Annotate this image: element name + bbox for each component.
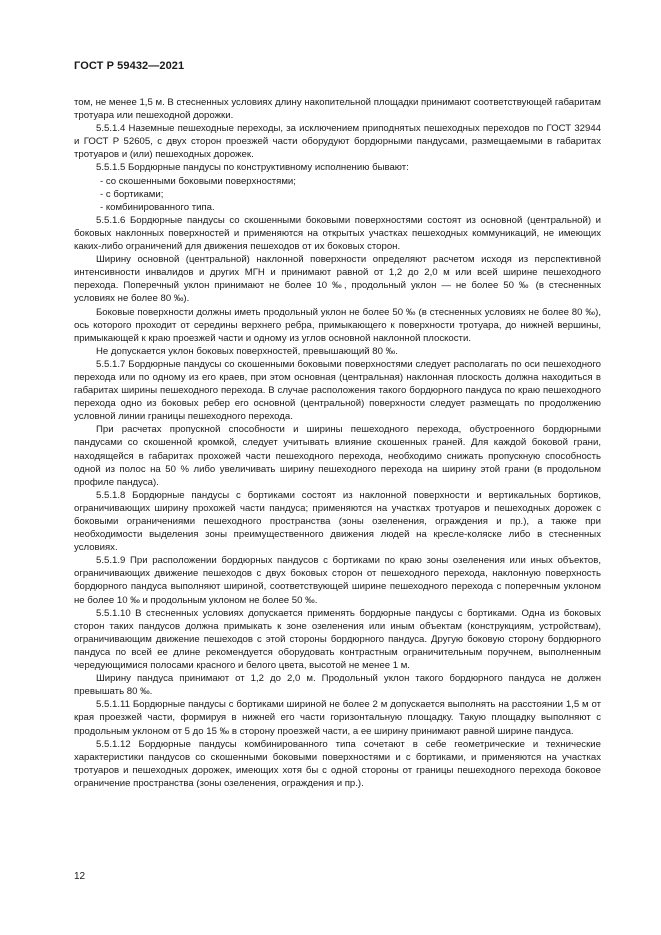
paragraph-5-5-1-6: 5.5.1.6 Бордюрные пандусы со скошенными боковыми поверхностями состоят из основной (центральной) и боковых наклонных поверхностей и применяются на открытых участках пешеходных коммуникаций, не имеющих каких-либо ограничений для движения пешеходов от их боковых сторон. <box>74 214 601 253</box>
paragraph: Не допускается уклон боковых поверхностей, превышающий 80 ‰. <box>96 345 398 357</box>
paragraph-5-5-1-11: 5.5.1.11 Бордюрные пандусы с бортиками шириной не более 2 м допускается выполнять на расстоянии 1,5 м от края проезжей части, формируя в нижней его части горизонтальную площадку. Такую площадку выполняют с продольным уклоном от 5 до 15 ‰ в сторону проезжей части, а ее ширину принимают равной ширине пандуса. <box>74 699 601 737</box>
paragraph: При расчетах пропускной способности и ширины пешеходного перехода, обустроенного бордюрными пандусами со скошенной кромкой, следует учитывать влияние скошенных граней. Для каждой боковой грани, находящейся в габаритах прохожей части пешеходного перехода, необходимо снижать пропускную способность одной из полос на 50 % либо увеличивать ширину пешеходного перехода на ширину этой грани (в продольном профиле пандуса). <box>74 424 601 488</box>
paragraph: Ширину основной (центральной) наклонной поверхности определяют расчетом исходя из перспективной интенсивности инвалидов и других МГН и принимают равной от 1,2 до 2,0 м или всей ширине пешеходного перехода. Поперечный уклон принимают не более 10 ‰, продольный уклон — не более 50 ‰ (в стесненных условиях не более 80 ‰). <box>74 254 601 305</box>
paragraph-5-5-1-9: 5.5.1.9 При расположении бордюрных пандусов с бортиками по краю зоны озеленения или иных объектов, ограничивающих движение пешеходов с двух боковых сторон от пешеходного перехода, наклонную поверхность бордюрного пандуса выполняют шириной, соответствующей ширине пешеходного перехода с поперечным уклоном не более 10 ‰ и продольным уклоном не более 50 ‰. <box>74 555 601 606</box>
paragraph-continuation: том, не менее 1,5 м. В стесненных условиях длину накопительной площадки принимают соответствующей габаритам тротуара или пешеходной дорожки. <box>74 97 601 122</box>
document-body <box>74 96 601 790</box>
paragraph-5-5-1-8: 5.5.1.8 Бордюрные пандусы с бортиками состоят из наклонной поверхности и вертикальных бортиков, ограничивающих ширину прохожей части пандуса; применяются на участках тротуаров и пешеходных дорожек с боковыми ограничениями пешеходного пространства (зоны озеленения, ограждения и пр.), а также при необходимости выделения зоны преимущественного движения людей на кресле-коляске либо в стесненных условиях. <box>74 489 601 554</box>
list-item: - с бортиками; <box>100 188 164 200</box>
list-item: - комбинированного типа. <box>100 201 215 213</box>
paragraph: Боковые поверхности должны иметь продольный уклон не более 50 ‰ (в стесненных условиях не более 80 ‰), ось которого проходит от середины верхнего ребра, примыкающего к поверхности тротуара, до нижней вершины, примыкающей к краю проезжей части и одному из углов основной наклонной плоскости. <box>74 306 601 344</box>
paragraph: Ширину пандуса принимают от 1,2 до 2,0 м. Продольный уклон такого бордюрного пандуса не должен превышать 80 ‰. <box>74 673 601 698</box>
document-header: ГОСТ Р 59432—2021 <box>74 60 185 72</box>
paragraph-5-5-1-7: 5.5.1.7 Бордюрные пандусы со скошенными боковыми поверхностями следует располагать по оси пешеходного перехода или по одному из его краев, при этом основная (центральная) наклонная плоскость должна находиться в габаритах ширины пешеходного перехода. В случае расположения такого бордюрного пандуса по краю пешеходного перехода одно из боковых ребер его основной (центральной) поверхности следует размещать по продолжению условной линии границы пешеходного перехода. <box>74 358 601 423</box>
paragraph-5-5-1-4: 5.5.1.4 Наземные пешеходные переходы, за исключением приподнятых пешеходных переходов по ГОСТ 32944 и ГОСТ Р 52605, с двух сторон проезжей части оборудуют бордюрными пандусами, размещаемыми в габаритах тротуаров и (или) пешеходных дорожек. <box>74 123 601 161</box>
paragraph-5-5-1-10: 5.5.1.10 В стесненных условиях допускается применять бордюрные пандусы с бортиками. Одна из боковых сторон таких пандусов должна примыкать к зоне озеленения или иным объектам (конструкциям, устройствам), ограничивающим движение пешеходов с этой стороны бордюрного пандуса. Другую боковую сторону бордюрного пандуса по всей ее длине рекомендуется оборудовать контрастным ограничительным поручнем, выполненным чередующимися полосами красного и белого цвета, высотой не менее 1 м. <box>74 607 601 672</box>
list-item: - со скошенными боковыми поверхностями; <box>100 175 296 187</box>
paragraph-5-5-1-5: 5.5.1.5 Бордюрные пандусы по конструктивному исполнению бывают: <box>96 162 409 174</box>
page-number: 12 <box>74 871 86 882</box>
paragraph-5-5-1-12: 5.5.1.12 Бордюрные пандусы комбинированного типа сочетают в себе геометрические и технические характеристики пандусов со скошенными боковыми поверхностями и с бортиками, и применяются на участках тротуаров и пешеходных дорожек, имеющих хотя бы с одной стороны от границы пешеходного перехода боковое ограничение пространства (зоны озеленения, ограждения и пр.). <box>74 738 601 789</box>
